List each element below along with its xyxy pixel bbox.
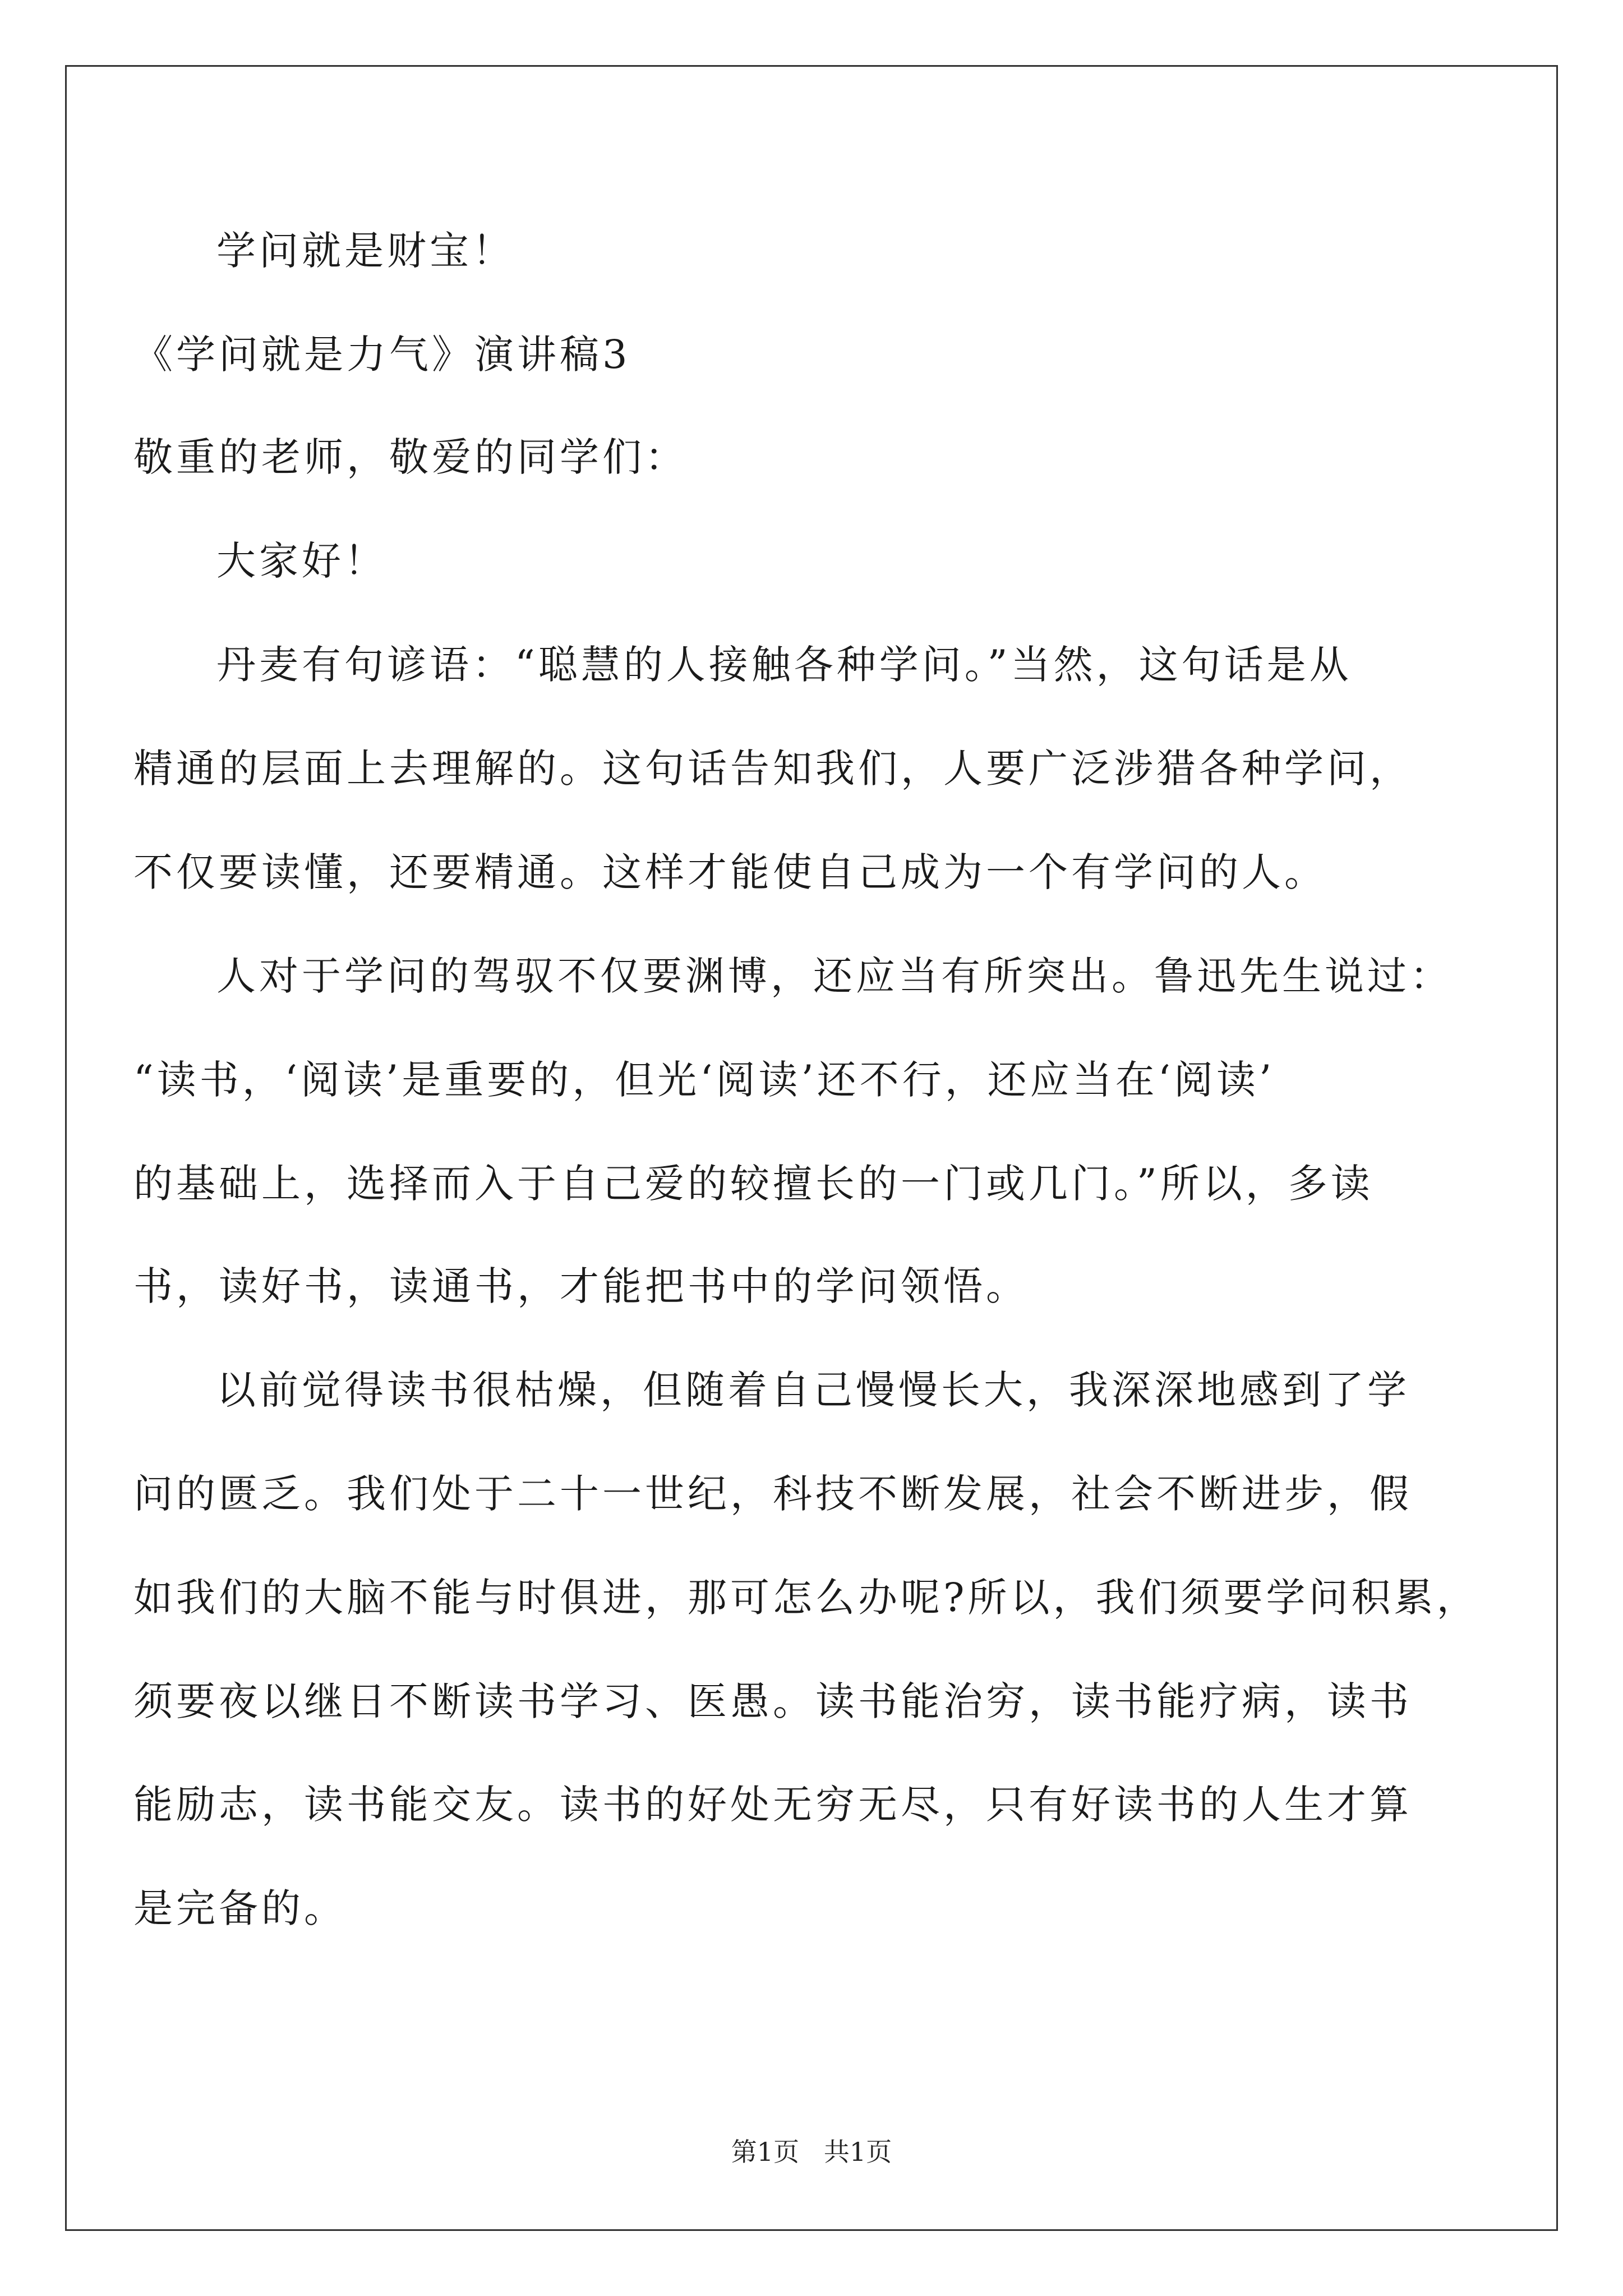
page-number-footer: 第1页 共1页 [731, 2137, 892, 2167]
paragraph-2-line-4: 书，读好书，读通书，才能把书中的学问领悟。 [133, 1263, 1029, 1309]
paragraph-2-line-3: 的基础上，选择而入于自己爱的较擅长的一门或几门。”所以，多读 [133, 1161, 1373, 1207]
paragraph-3-line-2: 问的匮乏。我们处于二十一世纪，科技不断发展，社会不断进步，假 [133, 1471, 1412, 1517]
paragraph-1-line-1: 丹麦有句谚语：“聪慧的人接触各种学问。”当然，这句话是从 [216, 642, 1352, 688]
speech-title: 《学问就是力气》演讲稿3 [133, 332, 631, 378]
paragraph-1-line-2: 精通的层面上去理解的。这句话告知我们，人要广泛涉猎各种学问， [133, 746, 1412, 792]
paragraph-3-line-3: 如我们的大脑不能与时俱进，那可怎么办呢?所以，我们须要学问积累， [133, 1575, 1479, 1621]
paragraph-3-line-1: 以前觉得读书很枯燥，但随着自己慢慢长大，我深深地感到了学 [216, 1367, 1410, 1413]
paragraph-1-line-3: 不仅要读懂，还要精通。这样才能使自己成为一个有学问的人。 [133, 849, 1327, 895]
paragraph-2-line-2: “读书，‘阅读’是重要的，但光‘阅读’还不行，还应当在‘阅读’ [133, 1057, 1275, 1103]
paragraph-3-line-5: 能励志，读书能交友。读书的好处无穷无尽，只有好读书的人生才算 [133, 1782, 1412, 1828]
greeting: 大家好！ [216, 538, 387, 584]
paragraph-3-line-4: 须要夜以继日不断读书学习、医愚。读书能治穷，读书能疗病，读书 [133, 1678, 1412, 1724]
paragraph-2-line-1: 人对于学问的驾驭不仅要渊博，还应当有所突出。鲁迅先生说过： [216, 953, 1453, 999]
salutation: 敬重的老师，敬爱的同学们： [133, 434, 688, 480]
text-line-1: 学问就是财宝！ [216, 228, 515, 274]
paragraph-3-line-6: 是完备的。 [133, 1885, 347, 1931]
